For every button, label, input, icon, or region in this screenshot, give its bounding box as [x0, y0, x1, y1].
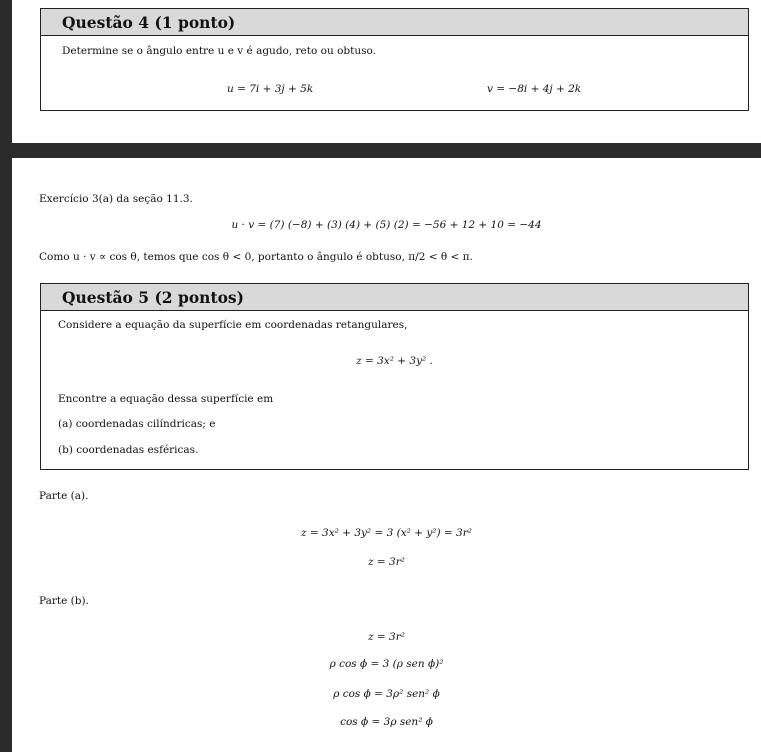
question-4-box — [40, 8, 749, 111]
question-4-title: Questão 4 (1 ponto) — [41, 9, 748, 36]
page-fragment-top — [12, 0, 761, 143]
solution-5b-equation-2: ρ cos ϕ = 3 (ρ sen ϕ)² — [329, 658, 444, 670]
solution-4-reference: Exercício 3(a) da seção 11.3. — [39, 193, 193, 205]
solution-5b-equation-4: cos ϕ = 3ρ sen² ϕ — [340, 716, 433, 728]
question-5-prompt: Considere a equação da superfície em coordenadas retangulares, — [58, 319, 408, 331]
solution-5b-equation-3: ρ cos ϕ = 3ρ² sen² ϕ — [333, 688, 440, 700]
dot-product-equation: u · v = (7) (−8) + (3) (4) + (5) (2) = −56 + 12 + 10 = −44 — [231, 219, 542, 231]
question-5-item-a: (a) coordenadas cilíndricas; e — [58, 418, 216, 430]
solution-5a-equation-1: z = 3x² + 3y² = 3 (x² + y²) = 3r² — [301, 527, 472, 539]
solution-5a-equation-2: z = 3r² — [368, 556, 405, 568]
surface-equation: z = 3x² + 3y² . — [356, 355, 433, 367]
vector-u-equation: u = 7i + 3j + 5k — [227, 83, 314, 95]
question-4-prompt: Determine se o ângulo entre u e v é agudo, reto ou obtuso. — [62, 45, 376, 57]
question-5-title: Questão 5 (2 pontos) — [41, 284, 748, 311]
question-5-item-b: (b) coordenadas esféricas. — [58, 444, 199, 456]
page-fragment-bottom — [12, 158, 761, 752]
solution-5a-label: Parte (a). — [39, 490, 89, 502]
vector-v-equation: v = −8i + 4j + 2k — [487, 83, 582, 95]
solution-5b-label: Parte (b). — [39, 595, 89, 607]
solution-4-conclusion: Como u · v ∝ cos θ, temos que cos θ < 0, portanto o ângulo é obtuso, π/2 < θ < π. — [39, 251, 473, 263]
question-5-ask: Encontre a equação dessa superfície em — [58, 393, 274, 405]
solution-5b-equation-1: z = 3r² — [368, 631, 405, 643]
question-5-box — [40, 283, 749, 470]
